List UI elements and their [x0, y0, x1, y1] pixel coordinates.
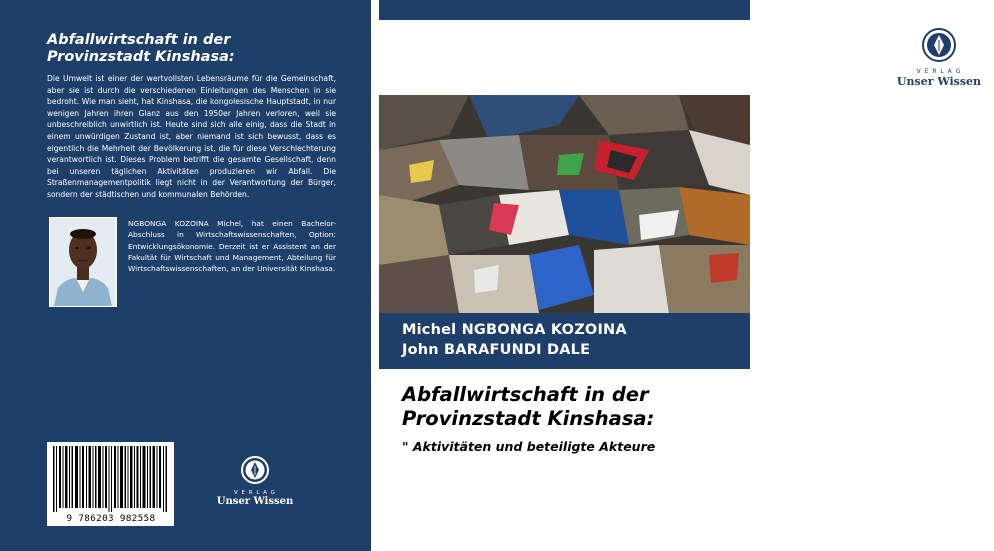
front-title-line2: Provinzstadt Kinshasa: — [402, 407, 655, 430]
back-logo-name: Unser Wissen — [216, 496, 294, 507]
back-cover-title — [47, 32, 347, 66]
author-name-2: John BARAFUNDI DALE — [402, 342, 591, 358]
garbage-pile-image — [379, 95, 750, 313]
author-bio: NGBONGA KOZOINA Michel, hat einen Bachelor-Abschluss in Wirtschaftswissenschaften, Option: Entwicklungsökonomie. Derzeit ist er Assistent an der Fakultät für Wirtschaft und Management, Abteilung für Wirtschaftswissenschaften, an der Universität Kinshasa. — [128, 219, 336, 274]
back-publisher-logo — [210, 455, 300, 507]
front-cover-title — [402, 383, 742, 431]
barcode-icon — [47, 444, 174, 514]
authors-band — [379, 313, 750, 369]
author-photo — [49, 217, 117, 307]
author-portrait-icon — [50, 218, 116, 306]
front-top-stripe — [379, 0, 750, 20]
front-title-line1: Abfallwirtschaft in der — [402, 383, 649, 406]
front-cover — [379, 0, 982, 551]
front-cover-subtitle: " Aktivitäten und beteiligte Akteure — [402, 439, 656, 454]
back-title-line2: Provinzstadt Kinshasa: — [47, 49, 235, 65]
pen-nib-logo-icon — [240, 455, 270, 485]
barcode-digits: 9 786203 982558 — [66, 513, 156, 524]
spine — [371, 0, 379, 551]
front-publisher-logo — [884, 27, 994, 88]
cover-photo-garbage — [379, 95, 750, 313]
front-logo-verlag: V E R L A G — [916, 68, 962, 75]
pen-nib-logo-icon — [921, 27, 957, 63]
back-title-line1: Abfallwirtschaft in der — [47, 32, 231, 48]
front-logo-name: Unser Wissen — [896, 75, 982, 88]
back-logo-verlag: V E R L A G — [234, 490, 276, 496]
back-cover — [0, 0, 371, 551]
author-name-1: Michel NGBONGA KOZOINA — [402, 322, 627, 338]
back-cover-blurb: Die Umwelt ist einer der wertvollsten Lebensräume für die Gemeinschaft, aber sie ist durch die verschiedenen Einleitungen des Menschen in sie bedroht. Wie man sieht, hat Kinshasa, die kongolesische Hauptstadt, in nur wenigen Jahren ihren Glanz aus den 1950er Jahren verloren, weil sie unbeschreiblich unwirtlich ist. Heute sind sich alle einig, dass die Stadt in einem unwürdigen Zustand ist, aber niemand ist sich bewusst, dass es eigentlich die Mehrheit der Bevölkerung ist, die für diese Verschlechterung verantwortlich ist. Dieses Problem betrifft die gesamte Gesellschaft, denn bei unseren täglichen Aktivitäten produzieren wir Abfall. Die Straßenmanagementpolitik liegt nicht in der Verantwortung der Bürger, sondern der städtischen und kommunalen Behörden. — [47, 74, 336, 199]
